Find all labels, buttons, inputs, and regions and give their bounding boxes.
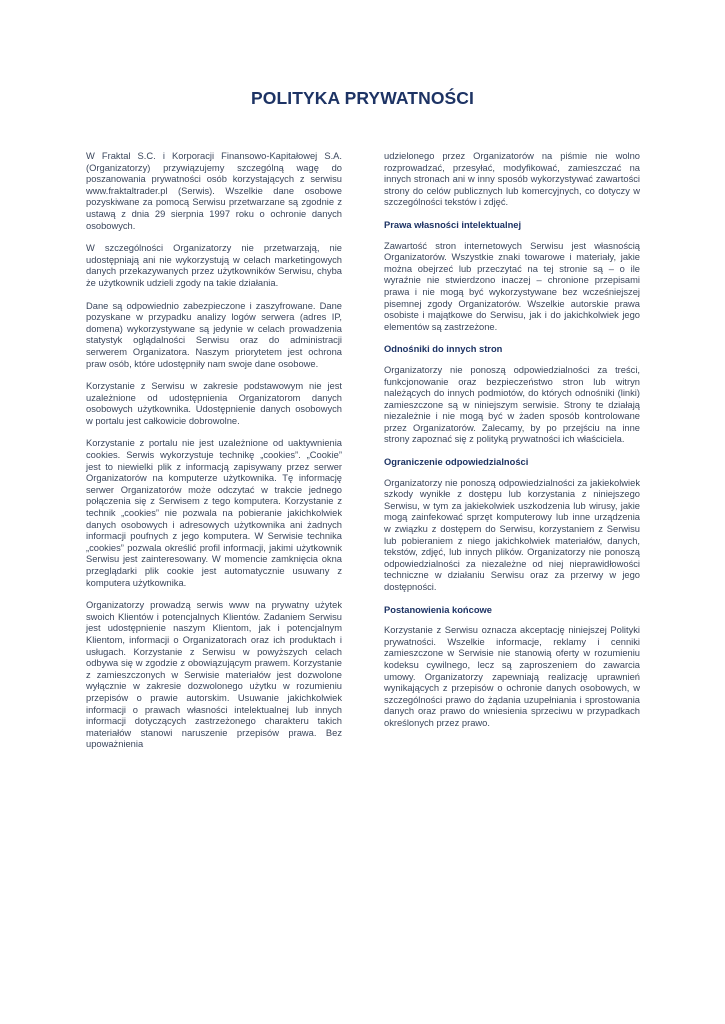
paragraph-continuation: udzielonego przez Organizatorów na piśmie nie wolno rozprowadzać, przesyłać, modyfikować, zamieszczać na innych stronach ani w inny sposób wykorzystywać zawartości strony do celów publicznych lub komercyjnych, co dotyczy w szczególności tekstów i zdjęć. bbox=[384, 151, 640, 208]
paragraph-service-use: Organizatorzy prowadzą serwis www na prywatny użytek swoich Klientów i potencjalnych Klientów. Zadaniem Serwisu jest udostępnienie naszym Klientom, jak i potencjalnym Klientom, informacji o Organizatorach oraz ich produktach i usługach. Korzystanie z Serwisu w powyższych celach odbywa się w zgodzie z obowiązującym prawem. Korzystanie z zamieszczonych w Serwisie materiałów jest dozwolone wyłącznie w zakresie dozwolonego użytku w rozumieniu przepisów o prawie autorskim. Usuwanie jakichkolwiek informacji o prawach własności intelektualnej lub innych informacji dotyczących zastrzeżonego charakteru takich materiałów stanowi naruszenie przepisów prawa. Bez upoważnienia bbox=[86, 600, 342, 750]
paragraph-voluntary-data: Korzystanie z Serwisu w zakresie podstawowym nie jest uzależnione od udostępnienia Organizatorom danych osobowych użytkownika. Udostępnienie danych osobowych w portalu jest całkowicie dobrowolne. bbox=[86, 381, 342, 426]
section-text-intellectual-property: Zawartość stron internetowych Serwisu jest własnością Organizatorów. Wszystkie znaki towarowe i materiały, jakie można obejrzeć lub przeczytać na tej stronie są – o ile wyraźnie nie stwierdzono inaczej – chronione przepisami prawa i nie mogą być wykorzystywane bez wcześniejszej pisemnej zgody Organizatorów. Wszelkie autorskie prawa osobiste i majątkowe do Serwisu, jak i do jakichkolwiek jego elementów są zastrzeżone. bbox=[384, 240, 640, 332]
section-heading-intellectual-property: Prawa własności intelektualnej bbox=[384, 219, 522, 230]
page-title: POLITYKA PRYWATNOŚCI bbox=[250, 88, 475, 108]
paragraph-data-processing: W szczególności Organizatorzy nie przetwarzają, nie udostępniają ani nie wykorzystują w celach marketingowych danych przekazywanych przez użytkowników Serwisu, chyba że użytkownik udzieli zgody na takie działania. bbox=[86, 243, 342, 288]
left-column bbox=[86, 151, 342, 762]
section-text-final-provisions: Korzystanie z Serwisu oznacza akceptację niniejszej Polityki prywatności. Wszelkie informacje, reklamy i cenniki zamieszczone w Serwisie nie stanowią oferty w rozumieniu kodeksu cywilnego, lecz są zaproszeniem do zawarcia umowy. Organizatorzy zapewniają realizację uprawnień wynikających z przepisów o ochronie danych osobowych, w szczególności prawo do żądania uzupełniania i sprostowania danych oraz prawo do wniesienia sprzeciwu w przypadkach określonych przez prawo. bbox=[384, 625, 640, 728]
paragraph-data-security: Dane są odpowiednio zabezpieczone i zaszyfrowane. Dane pozyskane w przypadku analizy logów serwera (adres IP, domena) wykorzystywane są jedynie w celach prowadzenia statystyk oglądalności Serwisu oraz do administracji serwerem Organizatora. Naszym priorytetem jest ochrona praw osób, które udostępniły nam swoje dane osobowe. bbox=[86, 300, 342, 369]
right-column bbox=[384, 151, 640, 741]
section-heading-final-provisions: Postanowienia końcowe bbox=[384, 604, 492, 615]
section-heading-liability: Ograniczenie odpowiedzialności bbox=[384, 457, 529, 468]
section-text-external-links: Organizatorzy nie ponoszą odpowiedzialności za treści, funkcjonowanie oraz bezpieczeństwo stron lub witryn należących do innych podmiotów, do których odnośniki (linki) zamieszczone są w niniejszym serwisie. Strony te działają niezależnie i nie mogą być w żaden sposób kontrolowane przez Organizatorów. Zalecamy, by po przejściu na inne strony zapoznać się z polityką prywatności ich właściciela. bbox=[384, 364, 640, 445]
section-heading-external-links: Odnośniki do innych stron bbox=[384, 344, 503, 355]
section-text-liability: Organizatorzy nie ponoszą odpowiedzialności za jakiekolwiek szkody wynikłe z dostępu lub korzystania z niniejszego Serwisu, w tym za jakiekolwiek uszkodzenia lub wirusy, jakie mogą zainfekować sprzęt komputerowy lub inne urządzenia w związku z dostępem do Serwisu, korzystaniem z Serwisu lub pobieraniem z niego jakichkolwiek materiałów, danych, tekstów, zdjęć, lub innych plików. Organizatorzy nie ponoszą odpowiedzialności za niezależne od niej nieprawidłowości techniczne w działaniu Serwisu oraz za przerwy w jego dostępności. bbox=[384, 477, 640, 592]
paragraph-intro: W Fraktal S.C. i Korporacji Finansowo-Kapitałowej S.A. (Organizatorzy) przywiązujemy szczególną wagę do poszanowania prywatności osób korzystających z serwisu www.fraktaltrader.pl (Serwis). Wszelkie dane osobowe pozyskiwane za pomocą Serwisu przetwarzane są zgodnie z ustawą z dnia 29 sierpnia 1997 roku o ochronie danych osobowych. bbox=[86, 151, 342, 231]
paragraph-cookies: Korzystanie z portalu nie jest uzależnione od uaktywnienia cookies. Serwis wykorzystuje technikę „cookies”. „Cookie” jest to niewielki plik z informacją zapisywany przez serwer Organizatorów na komputerze użytkownika. Tę informację serwer Organizatorów może odczytać w trakcie jednego połączenia się z Serwisem z tego komputera. Korzystanie z technik „cookies” nie pozwala na pobieranie jakichkolwiek danych osobowych i adresowych użytkownika ani żadnych informacji poufnych z jego komputera. W Serwisie technika „cookies” pozwala określić profil informacji, jakimi użytkownik Serwisu jest zainteresowany. W momencie zamknięcia okna przeglądarki plik cookie jest automatycznie usuwany z komputera użytkownika. bbox=[86, 438, 342, 588]
